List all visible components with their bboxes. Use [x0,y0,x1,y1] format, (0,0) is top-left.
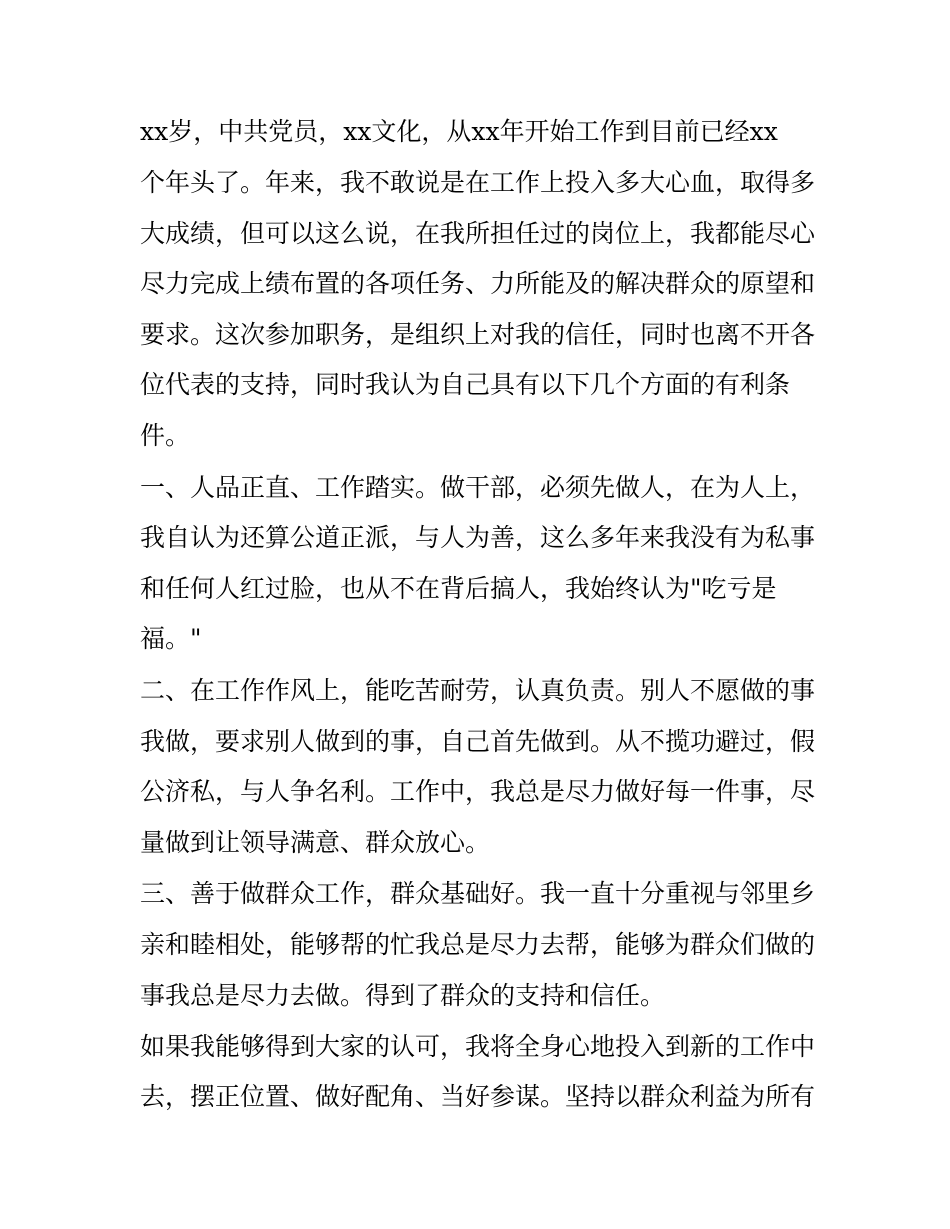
text-line: 公济私，与人争名利。工作中，我总是尽力做好每一件事，尽 [140,777,816,806]
text-line: 我做，要求别人做到的事，自己首先做到。从不揽功避过，假 [140,727,816,756]
text-line: 一、人品正直、工作踏实。做干部，必须先做人，在为人上， [140,473,816,502]
text-line: 如果我能够得到大家的认可，我将全身心地投入到新的工作中 [140,1032,816,1061]
text-line: 我自认为还算公道正派，与人为善，这么多年来我没有为私事 [140,523,816,552]
text-line: 事我总是尽力去做。得到了群众的支持和信任。 [140,981,666,1010]
text-line: 尽力完成上绩布置的各项任务、力所能及的解决群众的原望和 [140,269,816,298]
text-line: 和任何人红过脸，也从不在背后搞人，我始终认为"吃亏是 [140,574,777,603]
text-line: 量做到让领导满意、群众放心。 [140,828,491,857]
text-line: 要求。这次参加职务，是组织上对我的信任，同时也离不开各 [140,320,816,349]
text-line: 个年头了。年来，我不敢说是在工作上投入多大心血，取得多 [140,168,816,197]
text-line: 去，摆正位置、做好配角、当好参谋。坚持以群众利益为所有 [140,1082,816,1111]
text-line: 三、善于做群众工作，群众基础好。我一直十分重视与邻里乡 [140,879,816,908]
text-line: 件。 [140,421,191,450]
text-line: 福。" [140,624,202,653]
text-line: 位代表的支持，同时我认为自己具有以下几个方面的有利条 [140,370,791,399]
text-line: 大成绩，但可以这么说，在我所担任过的岗位上，我都能尽心 [140,219,816,248]
text-line: 二、在工作作风上，能吃苦耐劳，认真负责。别人不愿做的事 [140,676,816,705]
text-line: 亲和睦相处，能够帮的忙我总是尽力去帮，能够为群众们做的 [140,930,816,959]
text-line: xx岁，中共党员，xx文化，从xx年开始工作到目前已经xx [140,117,778,146]
